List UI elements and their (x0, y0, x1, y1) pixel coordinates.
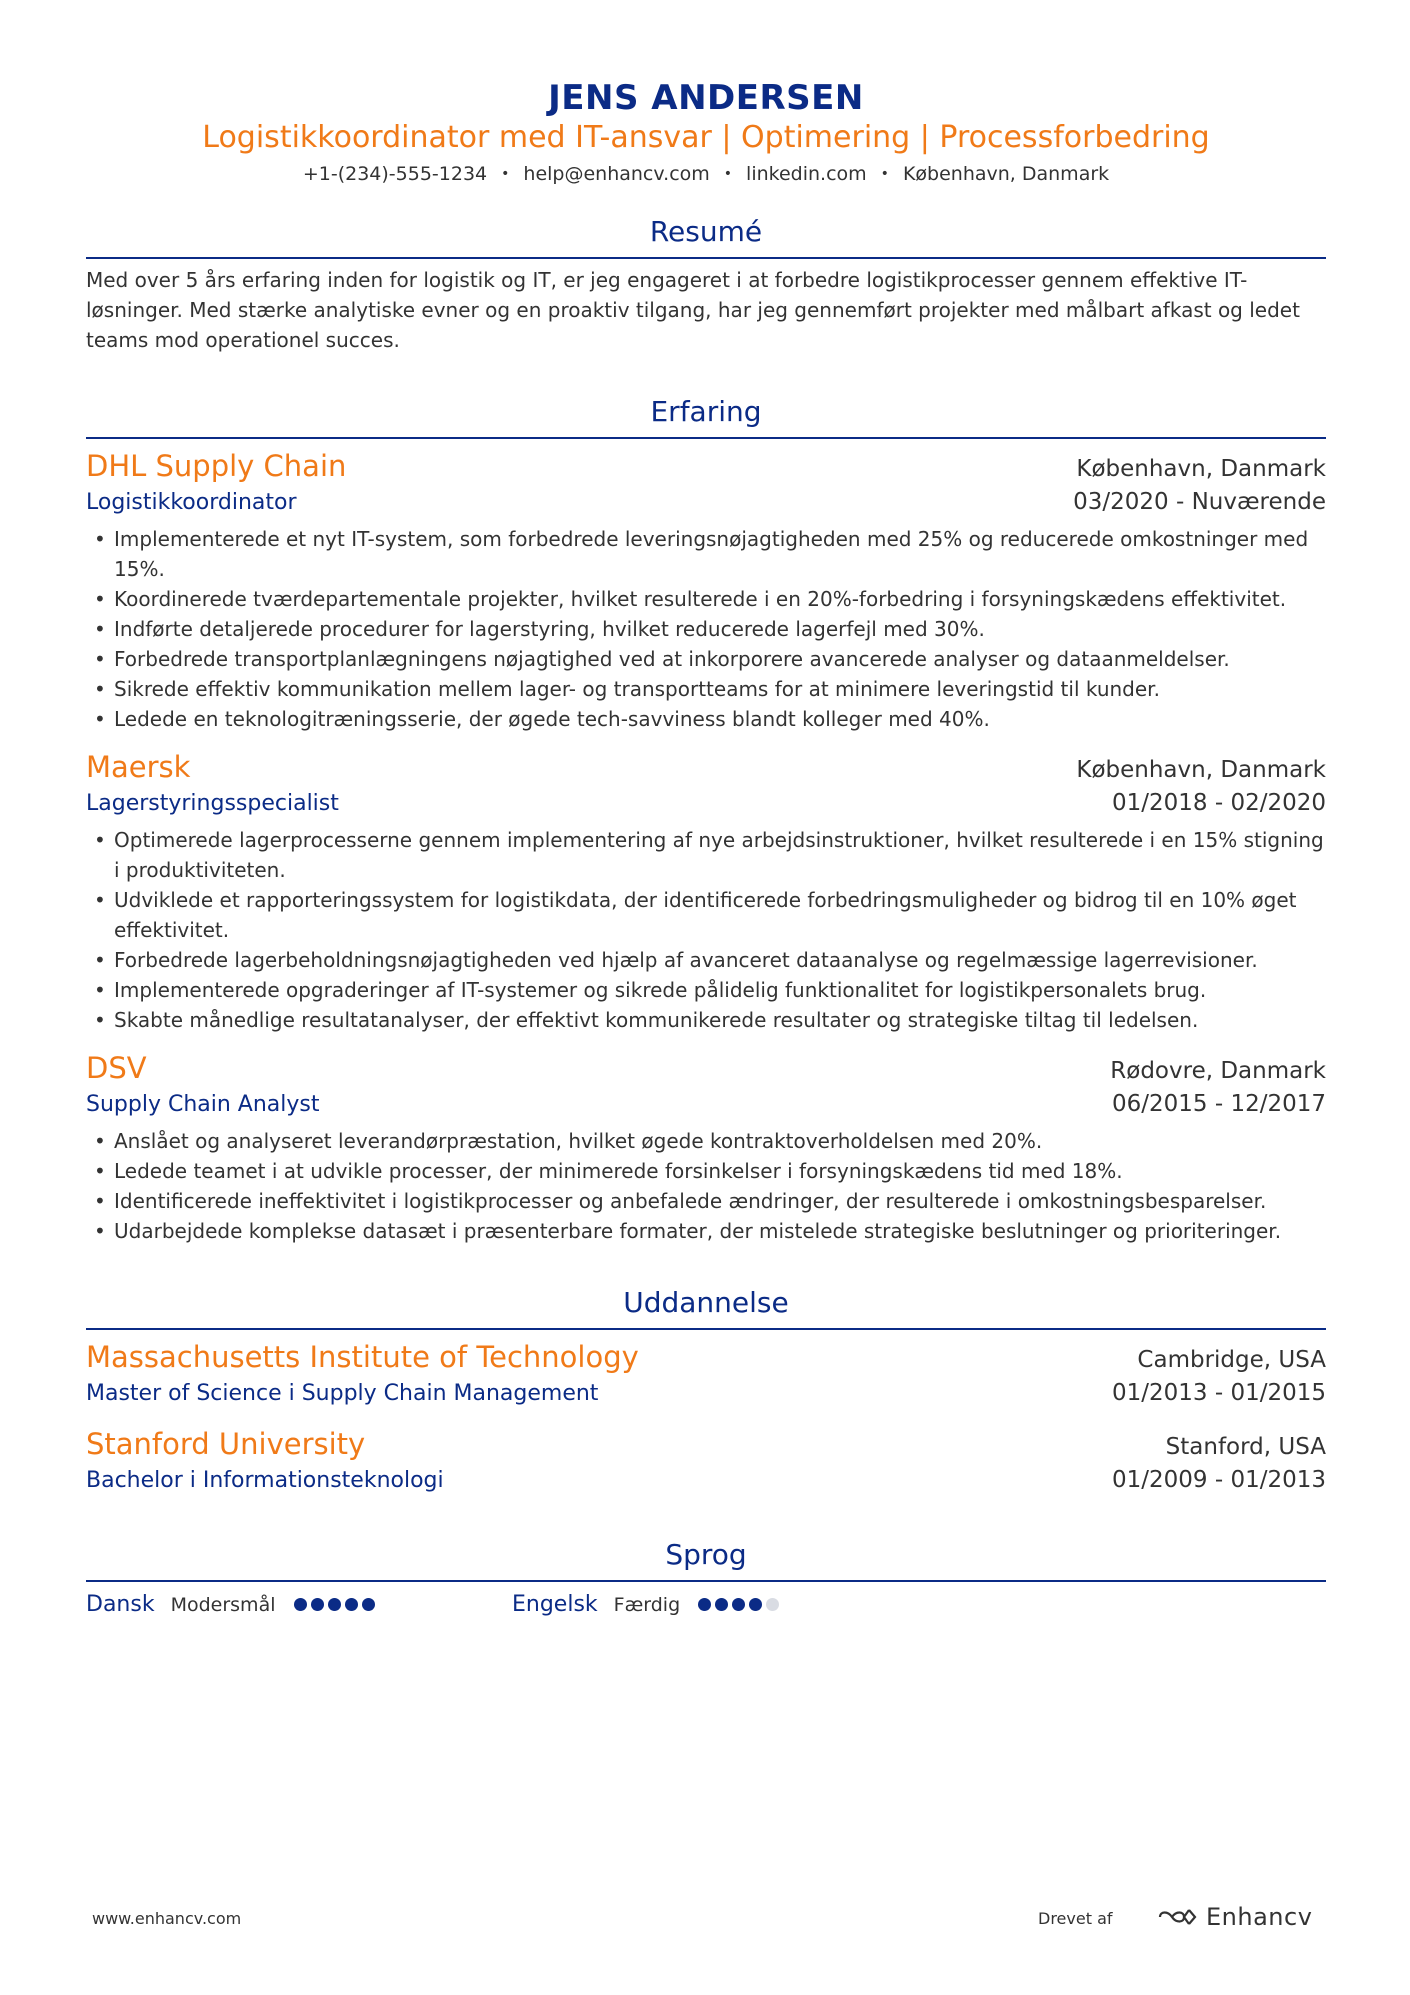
entry-subheader (86, 1087, 1326, 1122)
job-dates: 06/2015 - 12/2017 (1111, 1091, 1326, 1117)
language-rating (294, 1598, 379, 1611)
language-item (86, 1592, 512, 1617)
enhancv-logo-icon (1158, 1906, 1198, 1928)
job-dates: 01/2018 - 02/2020 (1111, 790, 1326, 816)
entry-subheader (86, 1376, 1326, 1411)
bullet-item: • Optimerede lagerprocesserne gennem implementering af nye arbejdsinstruktioner, hvilket resulterede i en 15% stigning i produktiviteten. (86, 825, 1326, 885)
contact-location: København, Danmark (902, 163, 1110, 185)
section-divider (86, 1580, 1326, 1582)
job-role: Supply Chain Analyst (86, 1092, 320, 1117)
bullet-item: • Skabte månedlige resultatanalyser, der effektivt kommunikerede resultater og strategiske tiltag til ledelsen. (86, 1005, 1326, 1035)
rating-dot-filled (698, 1598, 711, 1611)
experience-section (86, 393, 1326, 1246)
section-title-education: Uddannelse (623, 1286, 789, 1319)
section-divider (86, 257, 1326, 259)
job-role: Lagerstyringsspecialist (86, 791, 339, 816)
rating-dot-filled (328, 1598, 341, 1611)
entry-subheader (86, 786, 1326, 821)
resume-page (86, 0, 1326, 1617)
bullet-item: • Udarbejdede komplekse datasæt i præsenterbare formater, der mistelede strategiske beslutninger og prioriteringer. (86, 1216, 1326, 1246)
entry-header (86, 1425, 1326, 1463)
contact-phone: +1-(234)-555-1234 (302, 163, 488, 185)
education-dates: 01/2009 - 01/2013 (1111, 1467, 1326, 1493)
company-name: Maersk (86, 750, 191, 784)
contact-linkedin[interactable]: linkedin.com (746, 163, 867, 185)
language-level: Modersmål (170, 1593, 276, 1616)
experience-entry (86, 1049, 1326, 1246)
section-title-summary: Resumé (649, 215, 763, 248)
summary-text: Med over 5 års erfaring inden for logistik og IT, er jeg engageret i at forbedre logistikprocesser gennem effektive IT-løsninger. Med stærke analytiske evner og en proaktiv tilgang, har jeg gennemført projekter med målbart afkast og ledet teams mod operationel succes. (86, 268, 1300, 352)
rating-dot-filled (732, 1598, 745, 1611)
entry-header (86, 447, 1326, 485)
job-dates: 03/2020 - Nuværende (1073, 489, 1326, 515)
page-footer (92, 1903, 1312, 1933)
bullet-item: • Koordinerede tværdepartementale projekter, hvilket resulterede i en 20%-forbedring i forsyningskædens effektivitet. (86, 584, 1326, 614)
job-location: Rødovre, Danmark (1110, 1058, 1326, 1084)
degree: Bachelor i Informationsteknologi (86, 1468, 444, 1493)
rating-dot-filled (362, 1598, 375, 1611)
section-divider (86, 437, 1326, 439)
contact-line (86, 160, 1326, 188)
company-name: DHL Supply Chain (86, 449, 347, 483)
entry-header (86, 1338, 1326, 1376)
school-name: Massachusetts Institute of Technology (86, 1340, 639, 1374)
entry-header (86, 748, 1326, 786)
job-bullets (86, 524, 1326, 734)
job-bullets (86, 825, 1326, 1035)
education-section (86, 1284, 1326, 1498)
rating-dot-filled (715, 1598, 728, 1611)
separator-dot: • (723, 166, 733, 182)
section-title-languages: Sprog (665, 1538, 747, 1571)
rating-dot-filled (345, 1598, 358, 1611)
experience-entry (86, 748, 1326, 1035)
job-bullets (86, 1126, 1326, 1246)
job-location: København, Danmark (1076, 456, 1326, 482)
rating-dot-filled (749, 1598, 762, 1611)
section-divider (86, 1328, 1326, 1330)
languages-section (86, 1536, 1326, 1617)
separator-dot: • (501, 166, 510, 182)
degree: Master of Science i Supply Chain Management (86, 1381, 599, 1406)
rating-dot-filled (311, 1598, 324, 1611)
rating-dot-empty (766, 1598, 779, 1611)
bullet-item: • Identificerede ineffektivitet i logistikprocesser og anbefalede ændringer, der resulterede i omkostningsbesparelser. (86, 1186, 1326, 1216)
entry-subheader (86, 1463, 1326, 1498)
language-name: Engelsk (512, 1592, 598, 1617)
bullet-item: • Anslået og analyseret leverandørpræstation, hvilket øgede kontraktoverholdelsen med 20%. (86, 1126, 1326, 1156)
job-role: Logistikkoordinator (86, 490, 297, 515)
candidate-name: JENS ANDERSEN (548, 78, 864, 118)
bullet-item: • Implementerede et nyt IT-system, som forbedrede leveringsnøjagtigheden med 25% og reducerede omkostninger med 15%. (86, 524, 1326, 584)
bullet-item: • Sikrede effektiv kommunikation mellem lager- og transportteams for at minimere leveringstid til kunder. (86, 674, 1326, 704)
language-name: Dansk (86, 1592, 155, 1617)
experience-entry (86, 447, 1326, 734)
brand-logo[interactable] (1158, 1903, 1312, 1931)
education-dates: 01/2013 - 01/2015 (1111, 1380, 1326, 1406)
education-entry (86, 1338, 1326, 1411)
bullet-item: • Implementerede opgraderinger af IT-systemer og sikrede pålidelig funktionalitet for logistikpersonalets brug. (86, 975, 1326, 1005)
education-entry (86, 1425, 1326, 1498)
language-item (512, 1592, 938, 1617)
bullet-item: • Ledede en teknologitræningsserie, der øgede tech-savviness blandt kolleger med 40%. (86, 704, 1326, 734)
footer-url[interactable]: www.enhancv.com (92, 1909, 242, 1928)
brand-name: Enhancv (1206, 1903, 1313, 1931)
company-name: DSV (86, 1051, 147, 1085)
entry-subheader (86, 485, 1326, 520)
candidate-title: Logistikkoordinator med IT-ansvar | Optimering | Processforbedring (202, 120, 1210, 155)
language-rating (698, 1598, 783, 1611)
resume-header (86, 78, 1326, 188)
bullet-item: • Udviklede et rapporteringssystem for logistikdata, der identificerede forbedringsmuligheder og bidrog til en 10% øget effektivitet. (86, 885, 1326, 945)
contact-email[interactable]: help@enhancv.com (523, 163, 710, 185)
summary-section (86, 213, 1326, 355)
bullet-item: • Forbedrede transportplanlægningens nøjagtighed ved at inkorporere avancerede analyser og dataanmeldelser. (86, 644, 1326, 674)
powered-by-label: Drevet af (1038, 1909, 1113, 1928)
language-level: Færdig (613, 1593, 681, 1616)
bullet-item: • Ledede teamet i at udvikle processer, der minimerede forsinkelser i forsyningskædens tid med 18%. (86, 1156, 1326, 1186)
school-location: Cambridge, USA (1137, 1347, 1326, 1373)
school-name: Stanford University (86, 1427, 366, 1461)
school-location: Stanford, USA (1165, 1434, 1326, 1460)
languages-list (86, 1592, 1326, 1617)
job-location: København, Danmark (1076, 757, 1326, 783)
separator-dot: • (880, 166, 889, 182)
bullet-item: • Forbedrede lagerbeholdningsnøjagtigheden ved hjælp af avanceret dataanalyse og regelmæssige lagerrevisioner. (86, 945, 1326, 975)
section-title-experience: Erfaring (650, 395, 762, 428)
rating-dot-filled (294, 1598, 307, 1611)
entry-header (86, 1049, 1326, 1087)
bullet-item: • Indførte detaljerede procedurer for lagerstyring, hvilket reducerede lagerfejl med 30%. (86, 614, 1326, 644)
